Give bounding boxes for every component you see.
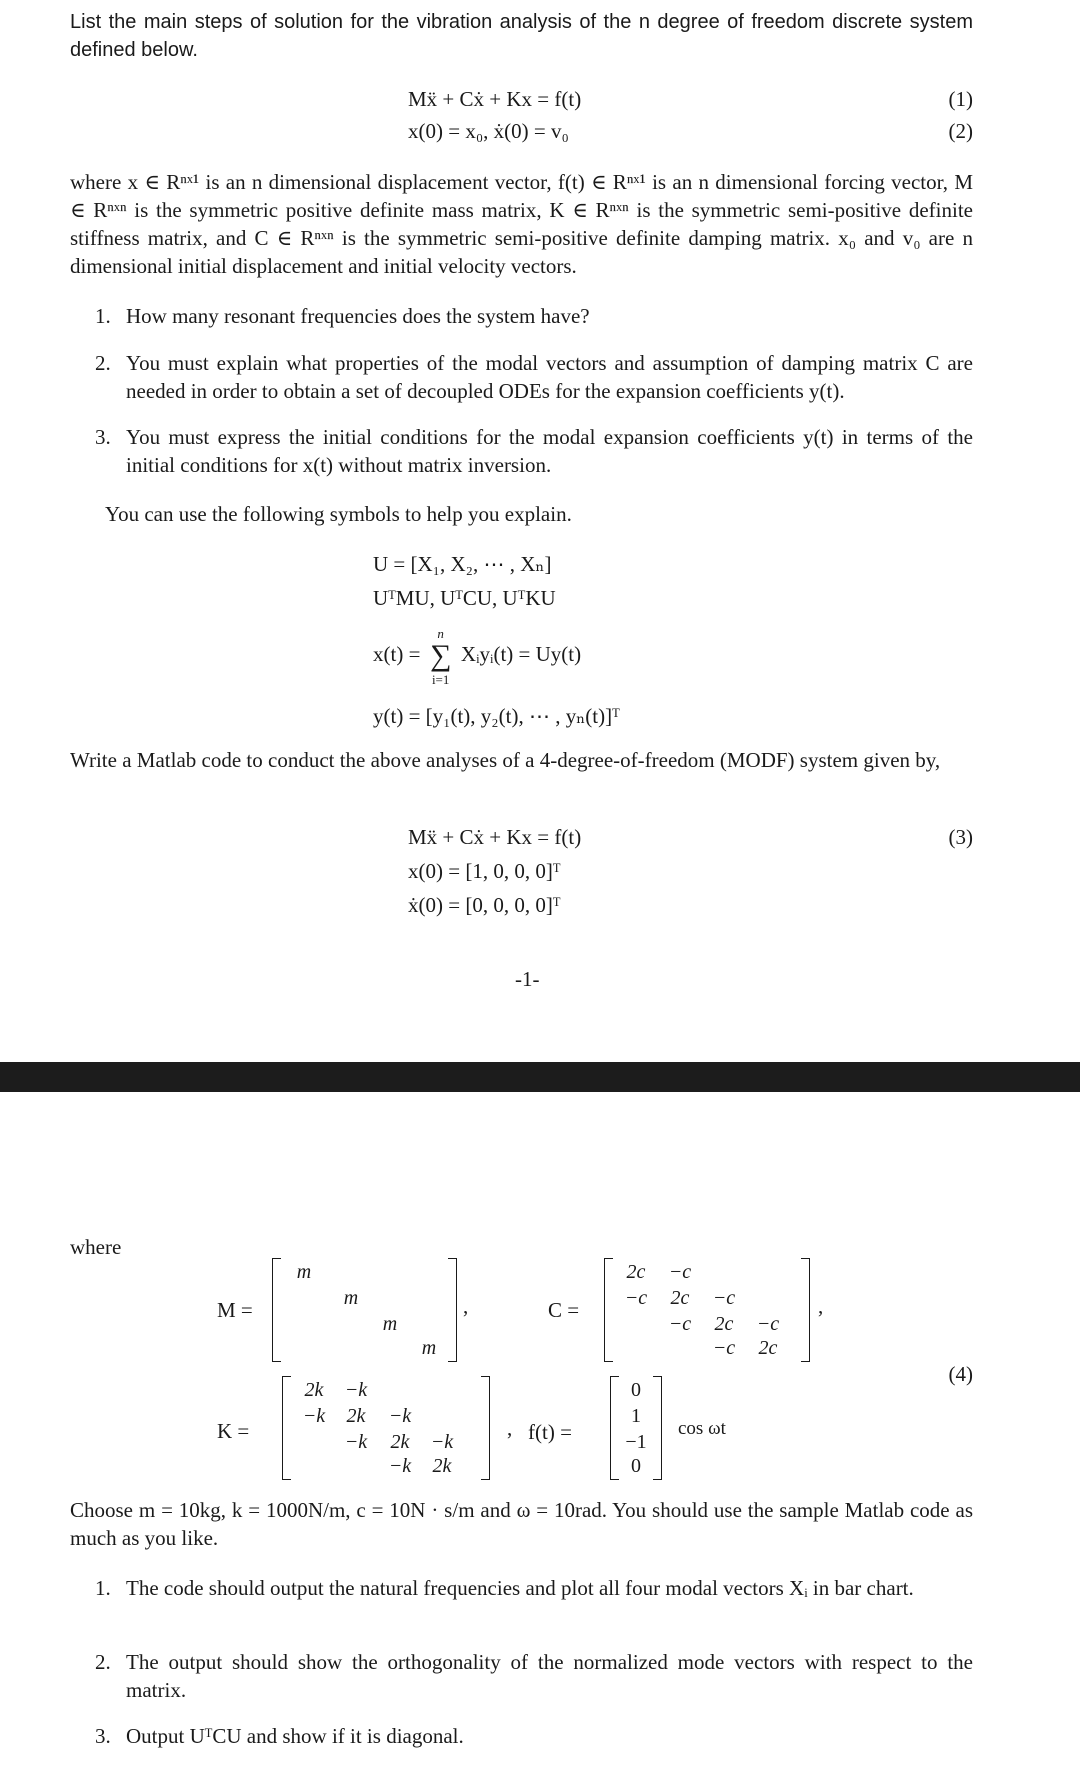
page-divider [0,1062,1080,1092]
mass-entry: m [296,1261,312,1283]
stiffness-entry: 2k [304,1379,324,1401]
x-expansion-lhs: x(t) = [373,642,421,666]
stiffness-entry: −k [388,1455,412,1477]
question-1-text: How many resonant frequencies does the system have? [126,304,590,328]
damping-entry: −c [668,1313,692,1335]
page-number: -1- [515,967,540,991]
y-definition: y(t) = [y₁(t), y₂(t), ⋯ , yₙ(t)]ᵀ [373,704,620,728]
mass-matrix [272,1258,457,1362]
damping-matrix [604,1258,810,1362]
equation-1: Mẍ + Cẋ + Kx = f(t) [408,87,582,111]
definitions-paragraph: where x ∈ Rⁿˣ¹ is an n dimensional displacement vector, f(t) ∈ Rⁿˣ¹ is an n dimensional forcing vector, M ∈ Rⁿˣⁿ is the symmetric positive definite mass matrix, K ∈ Rⁿˣⁿ is the symmetric semi-positive definite stiffness matrix, and C ∈ Rⁿˣⁿ is the symmetric semi-positive definite damping matrix. x₀ and v₀ are n dimensional initial displacement and initial velocity vectors. [70,170,973,278]
u-definition: U = [X₁, X₂, ⋯ , Xₙ] [373,552,552,576]
force-entry: 0 [631,1379,641,1401]
damping-entry: −c [712,1287,736,1309]
question-2 [95,349,973,405]
damping-entry: −c [668,1261,692,1283]
comma: , [463,1294,469,1318]
question-3-number: 3. [95,425,111,449]
damping-entry: −c [756,1313,780,1335]
f-vector-label: f(t) = [528,1420,572,1444]
modal-products: UᵀMU, UᵀCU, UᵀKU [373,586,556,610]
force-entry: 0 [631,1455,641,1477]
requirement-3-number: 3. [95,1724,111,1748]
requirement-3 [95,1722,973,1750]
requirement-2-text: The output should show the orthogonality of the normalized mode vectors with respect to the matrix. [126,1650,973,1702]
stiffness-entry: −k [344,1431,368,1453]
stiffness-matrix [282,1376,490,1480]
equation-4-number: (4) [948,1362,973,1386]
equation-3-line-2: x(0) = [1, 0, 0, 0]ᵀ [408,859,561,883]
comma: , [507,1416,513,1440]
stiffness-entry: 2k [346,1405,366,1427]
damping-entry: 2c [714,1313,734,1335]
x-expansion [373,625,582,687]
summation-upper-limit: n [437,625,444,641]
equation-2-number: (2) [948,119,973,143]
page-2 [0,1092,1080,1782]
force-cos-factor: cos ωt [678,1418,726,1439]
equation-2: x(0) = x₀, ẋ(0) = v₀ [408,119,569,143]
force-entry: 1 [631,1405,641,1427]
requirement-2-number: 2. [95,1650,111,1674]
equation-1-number: (1) [948,87,973,111]
stiffness-entry: −k [302,1405,326,1427]
requirement-3-text: Output UᵀCU and show if it is diagonal. [126,1724,464,1748]
parameters-paragraph: Choose m = 10kg, k = 1000N/m, c = 10N · s/m and ω = 10rad. You should use the sample Matlab code as much as you like. [70,1498,973,1550]
requirement-2 [95,1648,973,1704]
equation-3-line-1: Mẍ + Cẋ + Kx = f(t) [408,825,582,849]
comma: , [818,1294,824,1318]
stiffness-entry: −k [344,1379,368,1401]
requirement-1 [95,1574,973,1602]
m-matrix-label: M = [217,1298,253,1322]
mass-entry: m [382,1313,398,1335]
force-vector [610,1376,662,1480]
force-entry: −1 [625,1431,647,1453]
question-2-text: You must explain what properties of the modal vectors and assumption of damping matrix C are needed in order to obtain a set of decoupled ODEs for the expansion coefficients y(t). [126,351,973,403]
equation-3-number: (3) [948,825,973,849]
where-label: where [70,1235,122,1259]
stiffness-entry: 2k [390,1431,410,1453]
stiffness-entry: 2k [432,1455,452,1477]
question-1 [95,302,973,330]
symbols-intro: You can use the following symbols to help you explain. [105,502,572,526]
matlab-intro: Write a Matlab code to conduct the above analyses of a 4-degree-of-freedom (MODF) system given by, [70,748,941,772]
summation-lower-limit: i=1 [431,671,450,687]
damping-entry: −c [624,1287,648,1309]
requirement-1-text: The code should output the natural frequencies and plot all four modal vectors Xᵢ in bar chart. [126,1576,914,1600]
mass-entry: m [421,1337,437,1359]
stiffness-entry: −k [430,1431,454,1453]
k-matrix-label: K = [217,1419,250,1443]
equation-3-line-3: ẋ(0) = [0, 0, 0, 0]ᵀ [408,893,561,917]
c-matrix-label: C = [548,1298,580,1322]
damping-entry: 2c [758,1337,778,1359]
summation-symbol: n ∑ i=1 [426,641,456,672]
question-3-text: You must express the initial conditions for the modal expansion coefficients y(t) in terms of the initial conditions for x(t) without matrix inversion. [126,425,973,477]
intro-paragraph: List the main steps of solution for the vibration analysis of the n degree of freedom discrete system defined below. [70,11,973,61]
stiffness-entry: −k [388,1405,412,1427]
question-1-number: 1. [95,304,111,328]
mass-entry: m [343,1287,359,1309]
x-expansion-rhs: Xᵢyᵢ(t) = Uy(t) [460,642,582,666]
requirement-1-number: 1. [95,1576,111,1600]
damping-entry: 2c [626,1261,646,1283]
damping-entry: 2c [670,1287,690,1309]
question-3 [95,423,973,479]
damping-entry: −c [712,1337,736,1359]
question-2-number: 2. [95,351,111,375]
